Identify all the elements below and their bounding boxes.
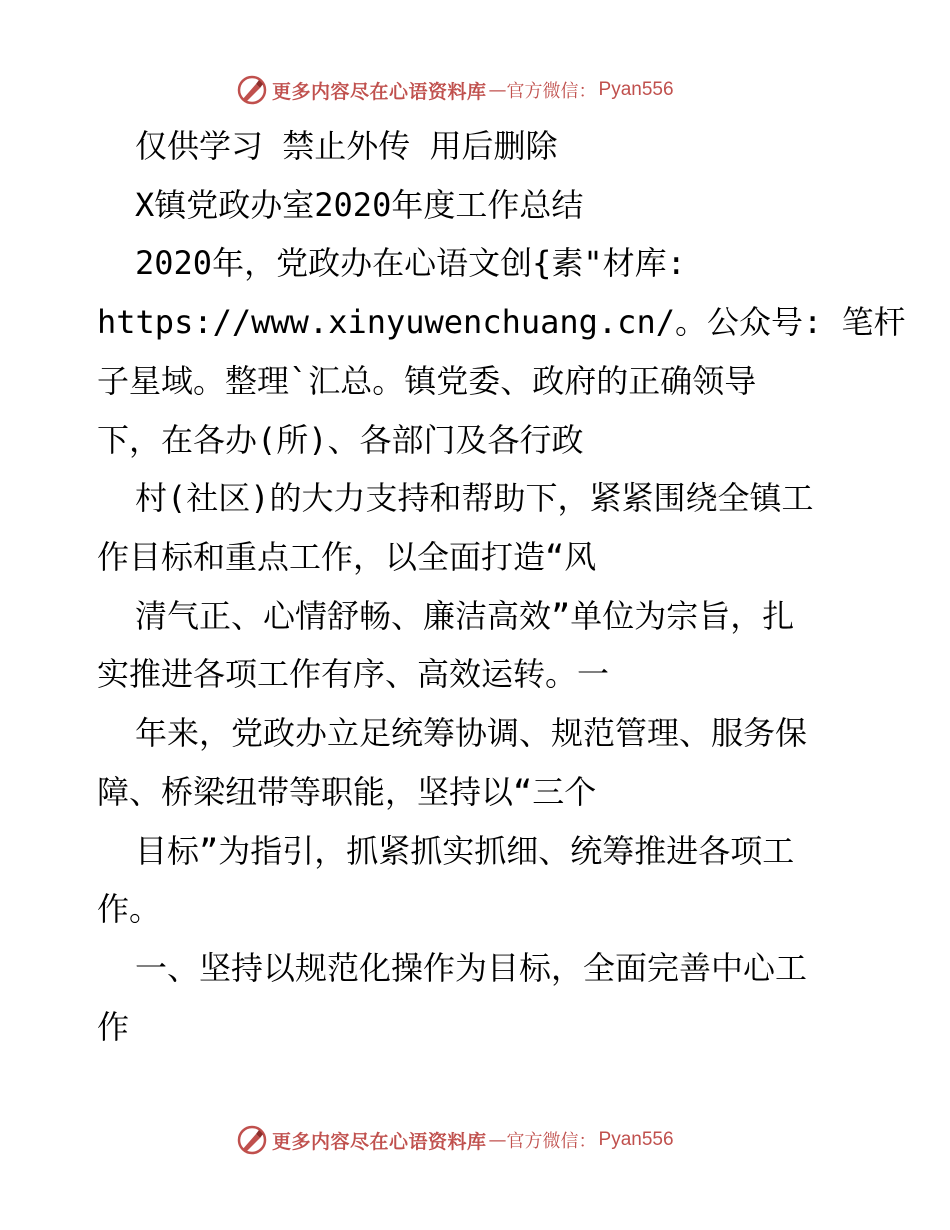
watermark-handle: Pyan556: [598, 79, 674, 100]
section-heading-continued: 作: [97, 1008, 130, 1046]
body-line: 村(社区)的大力支持和帮助下，紧紧围绕全镇工: [135, 479, 814, 517]
watermark-site-text: 更多内容尽在心语资料库: [272, 1130, 487, 1153]
section-heading: 一、坚持以规范化操作为目标，全面完善中心工: [135, 949, 808, 987]
watermark-contact-label: 官方微信：: [506, 81, 597, 102]
document-title: X镇党政办室2020年度工作总结: [135, 186, 584, 224]
watermark-contact-label: 官方微信：: [506, 1131, 597, 1152]
watermark-separator: —: [488, 79, 507, 101]
body-line: 子星域。整理`汇总。镇党委、政府的正确领导: [97, 362, 757, 400]
watermark-handle: Pyan556: [598, 1129, 674, 1150]
header-watermark: [236, 72, 674, 108]
body-line: 作目标和重点工作，以全面打造“风: [97, 538, 597, 576]
body-line: 实推进各项工作有序、高效运转。一: [97, 655, 610, 693]
body-line: 年来，党政办立足统筹协调、规范管理、服务保: [135, 714, 808, 752]
body-line: 目标”为指引，抓紧抓实抓细、统筹推进各项工: [135, 832, 795, 870]
notice-line: 仅供学习 禁止外传 用后删除: [135, 127, 558, 165]
body-line: 清气正、心情舒畅、廉洁高效”单位为宗旨，扎: [135, 597, 795, 635]
watermark-separator: —: [488, 1129, 507, 1151]
body-line: 2020年，党政办在心语文创{素"材库:: [135, 244, 686, 282]
body-line: https://www.xinyuwenchuang.cn/。公众号: 笔杆: [97, 303, 906, 341]
body-line: 下，在各办(所)、各部门及各行政: [97, 421, 584, 459]
body-line: 障、桥梁纽带等职能，坚持以“三个: [97, 773, 597, 811]
pen-logo-icon: [236, 74, 268, 106]
watermark-site-text: 更多内容尽在心语资料库: [272, 80, 487, 103]
footer-watermark: [236, 1122, 674, 1158]
pen-logo-icon: [236, 1124, 268, 1156]
body-line: 作。: [97, 890, 162, 928]
